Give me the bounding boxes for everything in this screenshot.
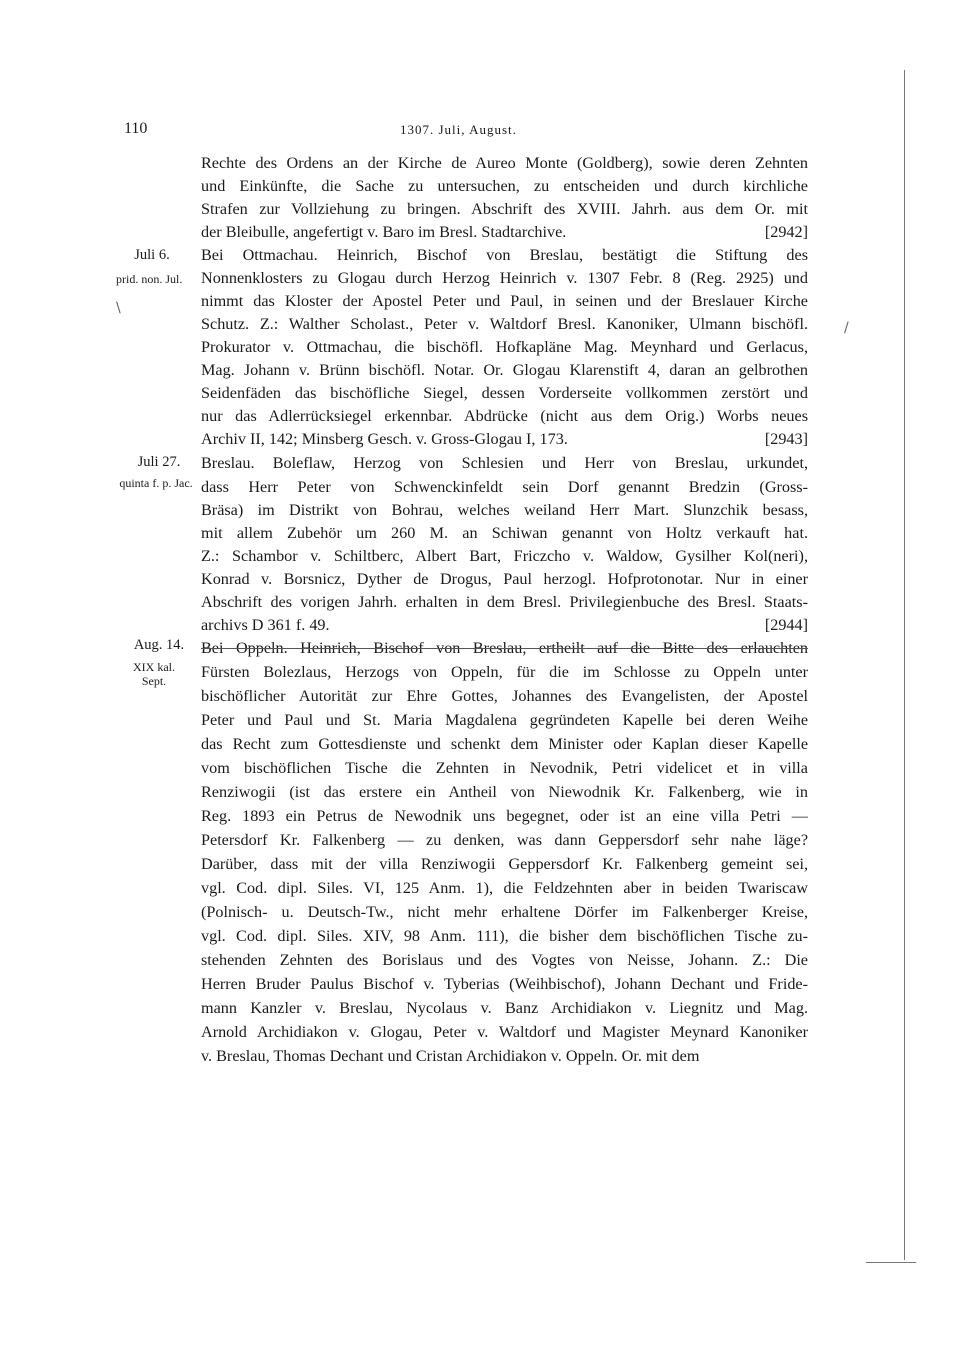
text-line: Mag. Johann v. Brünn bischöfl. Notar. Or. Glogau Klarenstift 4, daran an gelbrothen	[201, 361, 808, 379]
text-line: v. Breslau, Thomas Dechant und Cristan Archidiakon v. Oppeln. Or. mit dem	[201, 1047, 700, 1065]
text-line: (Polnisch- u. Deutsch-Tw., nicht mehr erhaltene Dörfer im Falkenberger Kreise,	[201, 903, 808, 921]
text-line: das Recht zum Gottesdienste und schenkt dem Minister oder Kaplan dieser Kapelle	[201, 735, 808, 753]
text-line: Peter und Paul und St. Maria Magdalena gegründeten Kapelle bei deren Weihe	[201, 711, 808, 729]
margin-date-note: quinta f. p. Jac.	[119, 476, 193, 490]
text-line: Reg. 1893 ein Petrus de Newodnik uns begegnet, oder ist an eine villa Petri —	[201, 807, 808, 825]
text-line-with-ref	[201, 428, 808, 451]
text-line: Konrad v. Borsnicz, Dyther de Drogus, Paul herzogl. Hofprotonotar. Nur in einer	[201, 570, 808, 588]
text-line: vgl. Cod. dipl. Siles. XIV, 98 Anm. 111), die bisher dem bischöflichen Tische zu-	[201, 927, 808, 945]
text-line: Fürsten Bolezlaus, Herzogs von Oppeln, für die im Schlosse zu Oppeln unter	[201, 663, 808, 681]
text-line: Prokurator v. Ottmachau, die bischöfl. Hofkapläne Mag. Meynhard und Gerlacus,	[201, 338, 808, 356]
text-line: Bei Oppeln. Heinrich, Bischof von Breslau, ertheilt auf die Bitte des erlauchten	[201, 639, 808, 657]
text-line: Breslau. Boleflaw, Herzog von Schlesien und Herr von Breslau, urkundet,	[201, 454, 808, 472]
text-line-with-ref	[201, 221, 808, 244]
text-line: und Einkünfte, die Sache zu untersuchen, zu entscheiden und durch kirchliche	[201, 177, 808, 195]
text-line: der Bleibulle, angefertigt v. Baro im Bresl. Stadtarchive.	[201, 223, 567, 241]
text-line: Rechte des Ordens an der Kirche de Aureo Monte (Goldberg), sowie deren Zehnten	[201, 154, 808, 172]
text-line: mit allem Zubehör um 260 M. an Schiwan genannt von Holtz verkauft hat.	[201, 524, 808, 542]
margin-date: Juli 27.	[137, 454, 181, 470]
regest-number: [2943]	[764, 430, 808, 448]
text-line: archivs D 361 f. 49.	[201, 616, 330, 634]
running-head: 1307. Juli, August.	[400, 122, 517, 137]
page-number: 110	[124, 120, 148, 137]
text-line: Renziwogii (ist das erstere ein Antheil von Niewodnik Kr. Falkenberg, wie in	[201, 783, 808, 801]
text-line: Schutz. Z.: Walther Scholast., Peter v. Waltdorf Bresl. Kanoniker, Ulmann bischöfl.	[201, 315, 808, 333]
margin-date: Juli 6.	[134, 247, 170, 263]
text-line: Strafen zur Vollziehung zu bringen. Abschrift des XVIII. Jahrh. aus dem Or. mit	[201, 200, 808, 218]
text-line: vgl. Cod. dipl. Siles. VI, 125 Anm. 1), die Feldzehnten aber in beiden Twariscaw	[201, 879, 808, 897]
text-line: mann Kanzler v. Breslau, Nycolaus v. Banz Archidiakon v. Liegnitz und Mag.	[201, 999, 808, 1017]
text-line: Petersdorf Kr. Falkenberg — zu denken, was dann Geppersdorf sehr nahe läge?	[201, 831, 808, 849]
text-line: bischöflicher Autorität zur Ehre Gottes, Johannes des Evangelisten, der Apostel	[201, 687, 808, 705]
text-line: Herren Bruder Paulus Bischof v. Tyberias (Weihbischof), Johann Dechant und Fride-	[201, 975, 808, 993]
text-line: Darüber, dass mit der villa Renziwogii Geppersdorf Kr. Falkenberg gemeint sei,	[201, 855, 808, 873]
text-line: vom bischöflichen Tische die Zehnten in Nevodnik, Petri videlicet et in villa	[201, 759, 808, 777]
text-line: stehenden Zehnten des Borislaus und des Vogtes von Neisse, Johann. Z.: Die	[201, 951, 808, 969]
regest-number: [2942]	[764, 223, 808, 241]
margin-date-note: XIX kal. Sept.	[133, 660, 175, 688]
margin-date-note: prid. non. Jul.	[116, 272, 183, 286]
text-line: Archiv II, 142; Minsberg Gesch. v. Gross-Glogau I, 173.	[201, 430, 568, 448]
text-line: Bei Ottmachau. Heinrich, Bischof von Breslau, bestätigt die Stiftung des	[201, 246, 808, 264]
text-line: Abschrift des vorigen Jahrh. erhalten in dem Bresl. Privilegienbuche des Bresl. Staats-	[201, 593, 808, 611]
regest-number: [2944]	[764, 616, 808, 634]
scan-edge-line	[866, 1262, 916, 1263]
pencil-mark-icon: \	[116, 300, 121, 316]
text-line: Z.: Schambor v. Schiltberc, Albert Bart, Friczcho v. Waldow, Gysilher Kol(neri),	[201, 547, 808, 565]
text-line: nur das Adlerrücksiegel erkennbar. Abdrücke (nicht aus dem Orig.) Worbs neues	[201, 407, 808, 425]
text-line: dass Herr Peter von Schwenckinfeldt sein Dorf genannt Bredzin (Gross-	[201, 478, 808, 496]
text-line: Bräsa) im Distrikt von Bohrau, welches weiland Herr Mart. Slunzchik besass,	[201, 501, 808, 519]
margin-date: Aug. 14.	[133, 637, 185, 653]
pencil-mark-icon: /	[844, 320, 849, 336]
text-line: Seidenfäden das bischöfliche Siegel, dessen Vorderseite vollkommen zerstört und	[201, 384, 808, 402]
scan-edge-line	[904, 70, 905, 1260]
text-line-with-ref	[201, 614, 808, 637]
text-line: Nonnenklosters zu Glogau durch Herzog Heinrich v. 1307 Febr. 8 (Reg. 2925) und	[201, 269, 808, 287]
text-line: Arnold Archidiakon v. Glogau, Peter v. Waltdorf und Magister Meynard Kanoniker	[201, 1023, 808, 1041]
text-line: nimmt das Kloster der Apostel Peter und Paul, in seinen und der Breslauer Kirche	[201, 292, 808, 310]
